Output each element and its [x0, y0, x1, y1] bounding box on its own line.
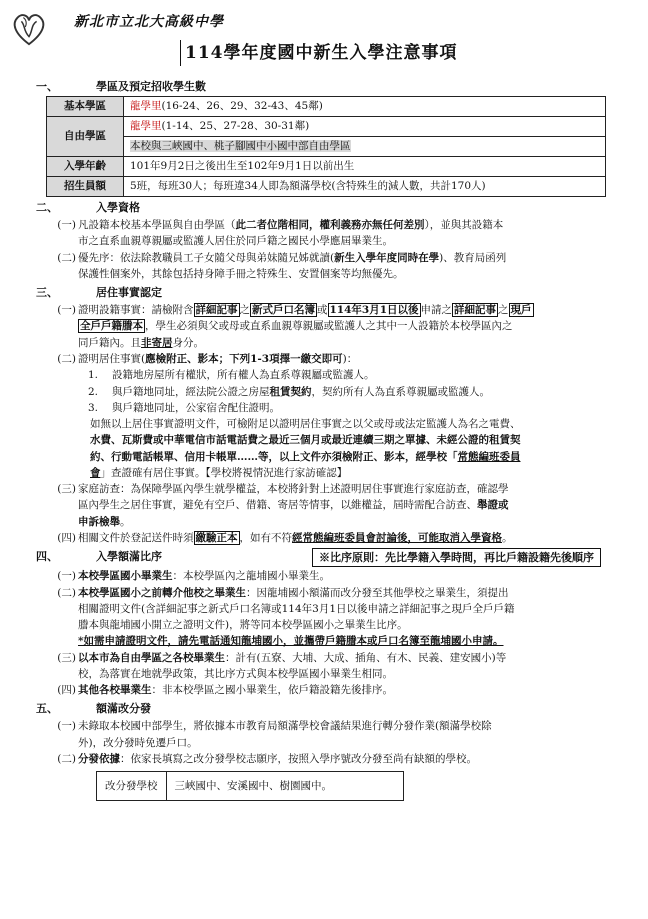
content — [30, 76, 630, 801]
table-row — [47, 157, 606, 177]
item-number: (一) — [57, 219, 76, 232]
section-2-heading — [30, 199, 630, 216]
list-item — [30, 682, 630, 698]
section-title: 入學資格 — [96, 201, 140, 215]
item-text: 本校學區國小之前轉介他校之畢業生：因龍埔國小額滿而改分發至其他學校之畢業生，須提出 相關證明文件(含詳細記事之新式戶口名簿或114年3月1日以後申請之詳細記事之現戶全戶戶籍 謄本與龍埔國小開立之證明文件)，將等同本校學區國小之畢業生比序。 *如需申請證明文件，請先電話通知龍埔國小，並攜帶戶籍謄本或戶口名簿至龍埔國小申請。 — [78, 586, 515, 648]
table-row — [47, 137, 606, 157]
row-value: 5班，每班30人；每班違34人即為額滿學校(含特殊生的減人數，共計170人) — [124, 177, 606, 197]
list-item — [30, 250, 630, 283]
sub-item: 2. 與戶籍地同址，經法院公證之房屋租賃契約，契約所有人為直系尊親屬或監護人。 — [88, 385, 490, 398]
table-row — [47, 177, 606, 197]
list-item — [30, 585, 630, 650]
item-text: 本校學區國小畢業生：本校學區內之龍埔國小畢業生。 — [78, 570, 330, 583]
reassignment-table — [96, 771, 404, 801]
section-title: 學區及預定招收學生數 — [96, 80, 206, 93]
item-number: (三) — [57, 483, 76, 496]
village-name: 龍學里 — [130, 120, 162, 133]
list-item — [30, 351, 630, 367]
row-value — [124, 137, 606, 157]
item-text: 凡設籍本校基本學區與自由學區（此二者位階相同，權利義務亦無任何差別），並與其設籍本 市之直系血親尊親屬或監護人居住於同戶籍之國民小學應屆畢業生。 — [78, 219, 504, 248]
list-item — [30, 568, 630, 584]
district-table — [46, 96, 606, 197]
row-value: 三峽國中、安溪國中、樹園國中。 — [166, 772, 403, 801]
item-number: (一) — [57, 304, 76, 317]
village-name: 龍學里 — [130, 100, 162, 113]
item-number: (二) — [57, 251, 76, 264]
item-text: 未錄取本校國中部學生，將依據本市教育局額滿學校會議結果進行轉分發作業(額滿學校除 外)，改分發時免遷戶口。 — [78, 720, 492, 749]
item-number: (三) — [57, 651, 76, 664]
row-text: (1-14、25、27-28、30-31鄰) — [161, 120, 310, 133]
list-item — [30, 530, 630, 546]
list-item — [30, 650, 630, 683]
row-value: 101年9月2日之後出生至102年9月1日以前出生 — [124, 157, 606, 177]
item-number: (二) — [57, 353, 76, 365]
row-label: 改分發學校 — [97, 772, 167, 801]
table-row — [47, 97, 606, 117]
section-title: 入學額滿比序 — [96, 550, 162, 564]
item-text: 證明設籍事實：請檢附含 詳細記事 之 新式戶口名簿 或 114年3月1日以後 申請之 詳細記事 之 現戶 全戶戶籍謄本 ，學生必須與父或母或直系血親尊親屬或監護人之其中一人設籍於本校學區內之 同戶籍內。且非寄居身分。 — [78, 304, 532, 349]
section-number: 四、 — [36, 550, 58, 564]
section-3-heading — [30, 284, 630, 301]
list-item — [30, 718, 630, 751]
school-heart-logo-icon — [10, 8, 48, 48]
list-item — [30, 217, 630, 250]
section-title: 額滿改分發 — [96, 702, 151, 716]
row-value — [124, 117, 606, 137]
section-title: 居住事實認定 — [96, 286, 162, 300]
item-text: 其他各校畢業生：非本校學區之國小畢業生，依戶籍設籍先後排序。 — [78, 684, 393, 697]
row-text: (16-24、26、29、32-43、45鄰) — [161, 100, 323, 113]
sub-item: 1. 設籍地房屋所有權狀，所有權人為直系尊親屬或監護人。 — [88, 369, 375, 382]
section-5-heading — [30, 700, 630, 717]
row-label: 基本學區 — [47, 97, 124, 117]
item-number: (四) — [57, 684, 76, 697]
list-item — [30, 302, 630, 351]
row-label: 自由學區 — [47, 117, 124, 157]
table-row — [47, 117, 606, 137]
sub-item: 3. 與戶籍地同址，公家宿舍配住證明。 — [88, 401, 280, 414]
row-value — [124, 97, 606, 117]
alternative-proof-paragraph: 如無以上居住事實證明文件，可檢附足以證明居住事實之以父或母或法定監護人為名之電費、 水費、瓦斯費或中華電信市話電話費之最近三個月或最近連續三期之單據、未經公證的租賃契 約、行動電話帳單、信用卡帳單……等，以上文件亦須檢附正、影本，經學校「常態編班委員 會」查證確有居住事實。【學校將視情況進行家訪確認】 — [90, 418, 521, 479]
section-1-heading — [30, 78, 630, 95]
row-label: 入學年齡 — [47, 157, 124, 177]
ranking-principle-box: ※比序原則：先比學籍入學時間，再比戶籍設籍先後順序 — [312, 548, 601, 567]
item-text: 分發依據：依家長填寫之改分發學校志願序，按照入學序號改分發至尚有缺額的學校。 — [78, 752, 477, 765]
document-title: 114學年度國中新生入學注意事項 — [180, 40, 458, 66]
school-name: 新北市立北大高級中學 — [74, 14, 224, 30]
item-number: (一) — [57, 570, 76, 583]
section-number: 五、 — [36, 702, 58, 716]
section-number: 一、 — [36, 80, 58, 93]
list-item — [30, 481, 630, 530]
item-number: (一) — [57, 720, 76, 733]
item-text: 家庭訪查：為保障學區內學生就學權益，本校將針對上述證明居住事實進行家庭訪查，確認學 區內學生之居住事實，避免有空戶、借籍、寄居等情事，以維權益，屆時需配合訪查、舉證或 申訴檢舉。 — [78, 483, 509, 528]
section-number: 二、 — [36, 201, 58, 215]
section-4-heading — [30, 548, 630, 567]
item-text: 相關文件於登記送件時須 繳驗正本 ，如有不符經常態編班委員會討論後，可能取消入學資格。 — [78, 531, 513, 544]
list-item — [30, 751, 630, 767]
item-number: (四) — [57, 531, 76, 544]
item-text: 優先序：依法除教職員工子女隨父母與弟妹隨兄姊就讀(新生入學年度同時在學)、教育局函列 保護性個案外，其餘包括持身障手冊之特殊生、安置個案等均無優先。 — [78, 251, 507, 280]
item-number: (二) — [57, 752, 76, 765]
section-number: 三、 — [36, 286, 58, 300]
row-label: 招生員額 — [47, 177, 124, 197]
item-text: 以本市為自由學區之各校畢業生：計有(五寮、大埔、大成、插角、有木、民義、建安國小)等 校，為落實在地就學政策，其比序方式與本校學區國小畢業生相同。 — [78, 651, 507, 680]
table-row — [97, 772, 404, 801]
free-district-note: 本校與三峽國中、桃子腳國中小國中部自由學區 — [130, 140, 351, 153]
item-text: 證明居住事實(應檢附正、影本；下列1-3項擇一繳交即可)： — [78, 353, 358, 365]
item-number: (二) — [57, 586, 76, 599]
